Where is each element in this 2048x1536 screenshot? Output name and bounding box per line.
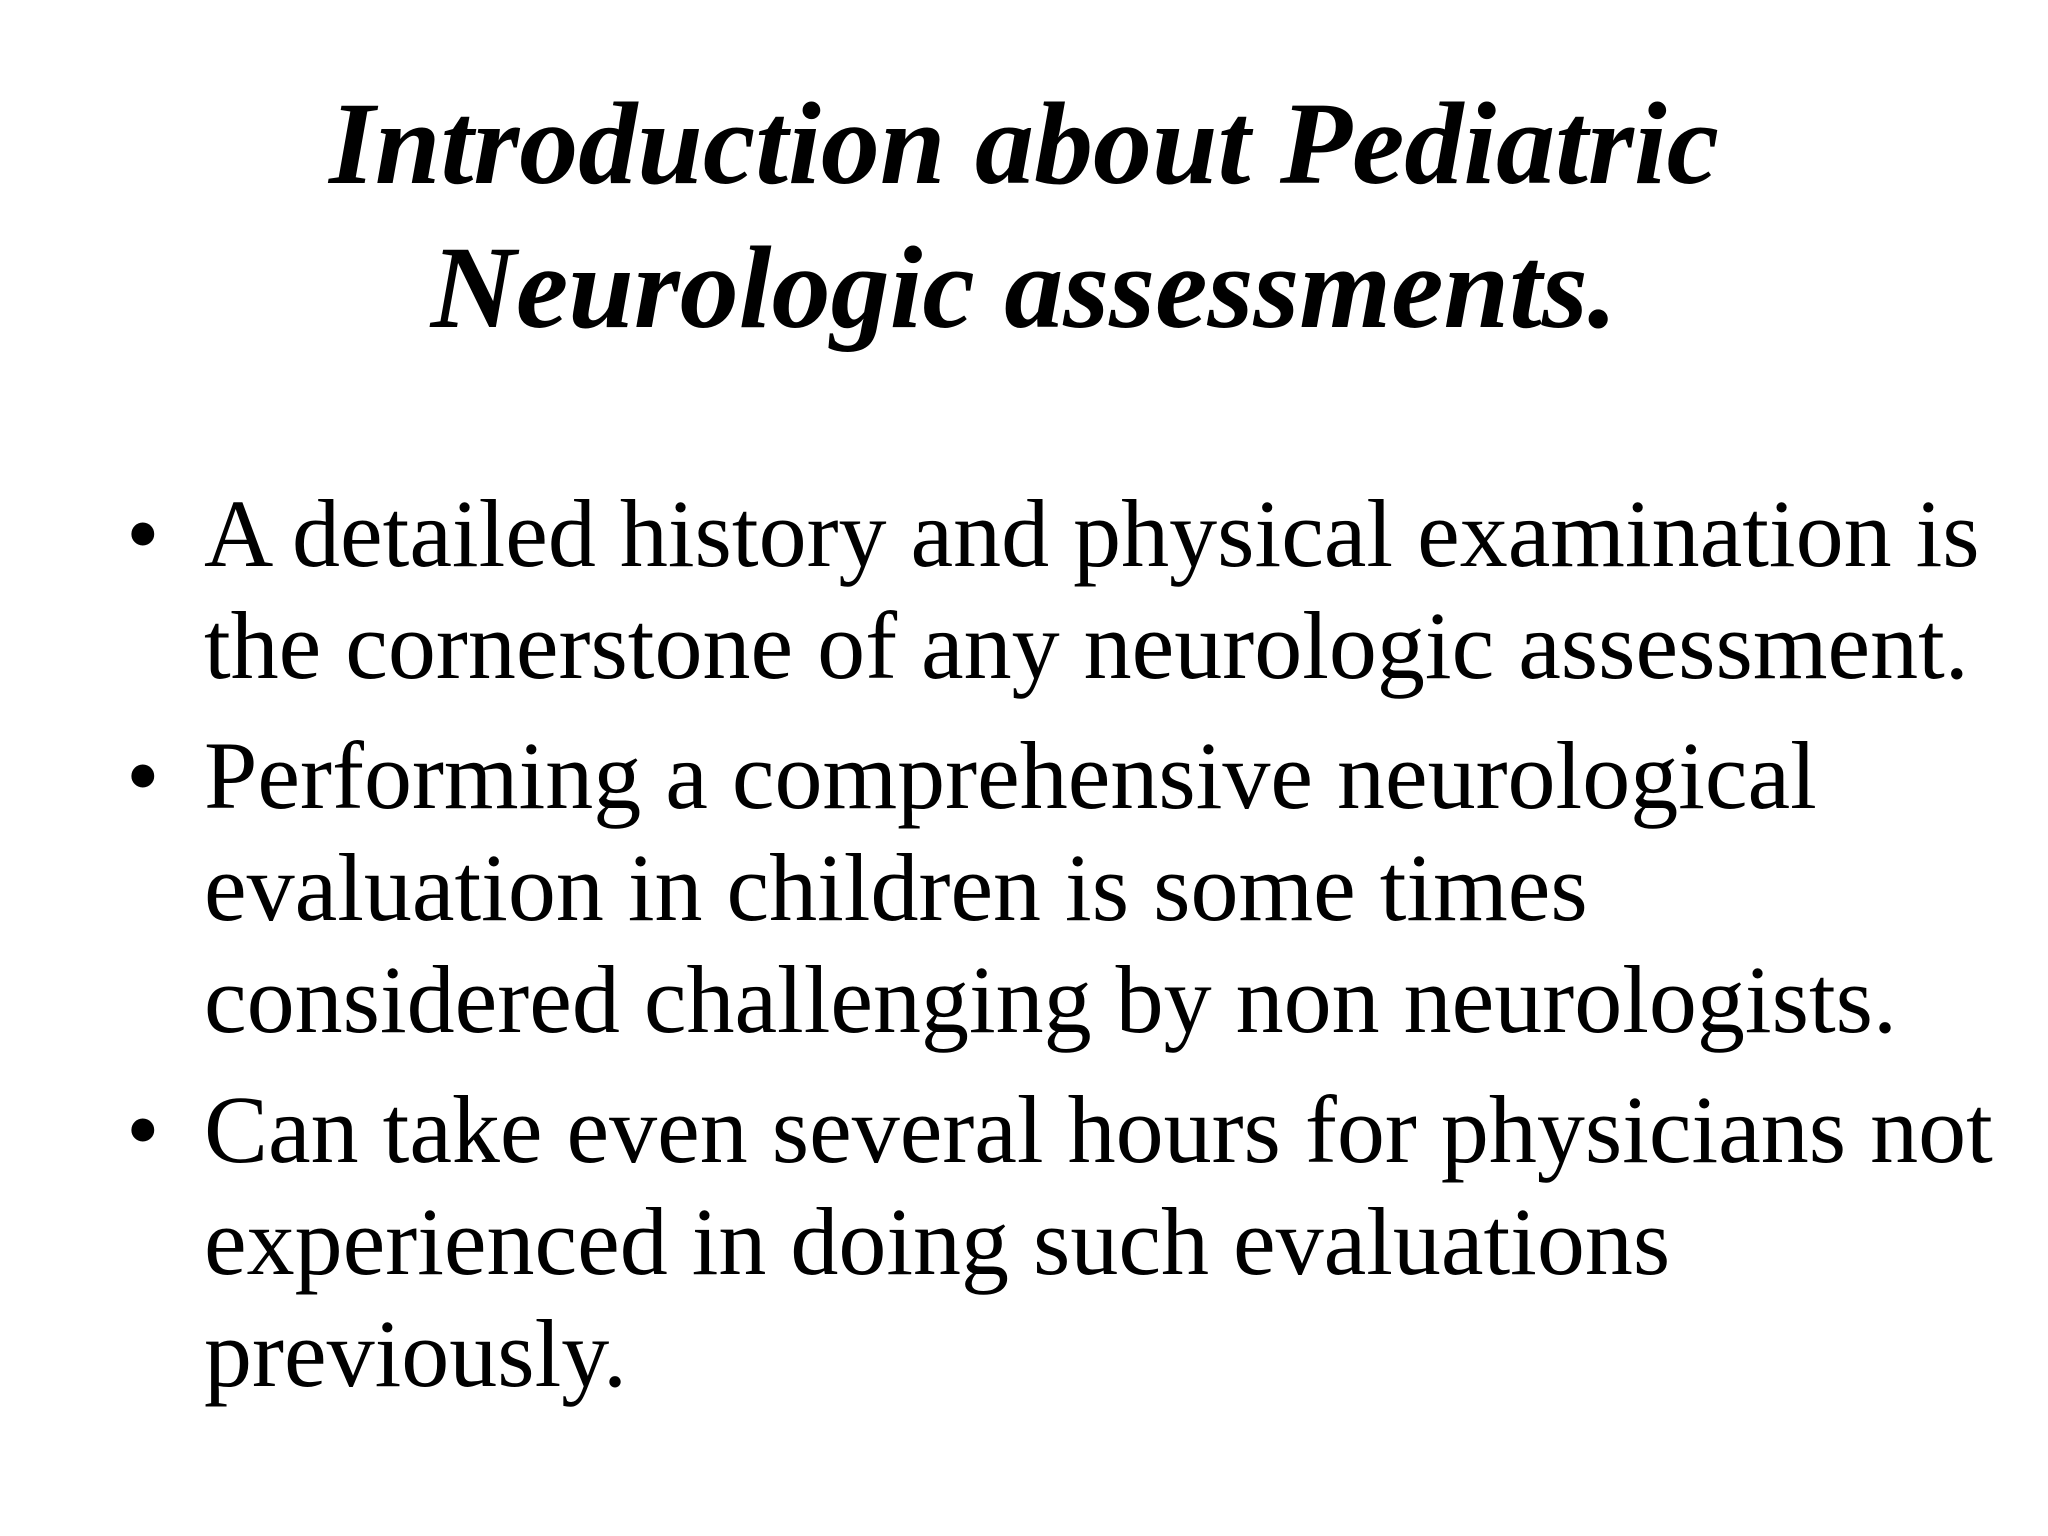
bullet-line: considered challenging by non neurologists. xyxy=(204,946,1897,1053)
bullet-line: A detailed history and physical examination is xyxy=(204,480,1980,587)
title-line-1: Introduction about Pediatric xyxy=(329,78,1719,209)
bullet-dot-icon: • xyxy=(126,722,160,829)
bullet-item-evaluation xyxy=(120,720,1950,1056)
bullet-line: the cornerstone of any neurologic assessment. xyxy=(204,592,1969,699)
bullet-item-time xyxy=(120,1074,1993,1410)
bullet-item-history xyxy=(120,478,1980,702)
slide-title xyxy=(150,72,1898,360)
bullet-dot-icon: • xyxy=(126,1076,160,1183)
bullet-line: experienced in doing such evaluations xyxy=(204,1188,1671,1295)
bullet-text xyxy=(204,478,1980,702)
bullet-dot-icon: • xyxy=(126,480,160,587)
bullet-line: previously. xyxy=(204,1300,628,1407)
bullet-list xyxy=(120,478,1993,1428)
title-line-2: Neurologic assessments. xyxy=(430,222,1618,353)
bullet-line: Can take even several hours for physicians not xyxy=(204,1076,1993,1183)
bullet-line: evaluation in children is some times xyxy=(204,834,1588,941)
bullet-text xyxy=(204,720,1950,1056)
bullet-text xyxy=(204,1074,1993,1410)
bullet-line: Performing a comprehensive neurological xyxy=(204,722,1817,829)
